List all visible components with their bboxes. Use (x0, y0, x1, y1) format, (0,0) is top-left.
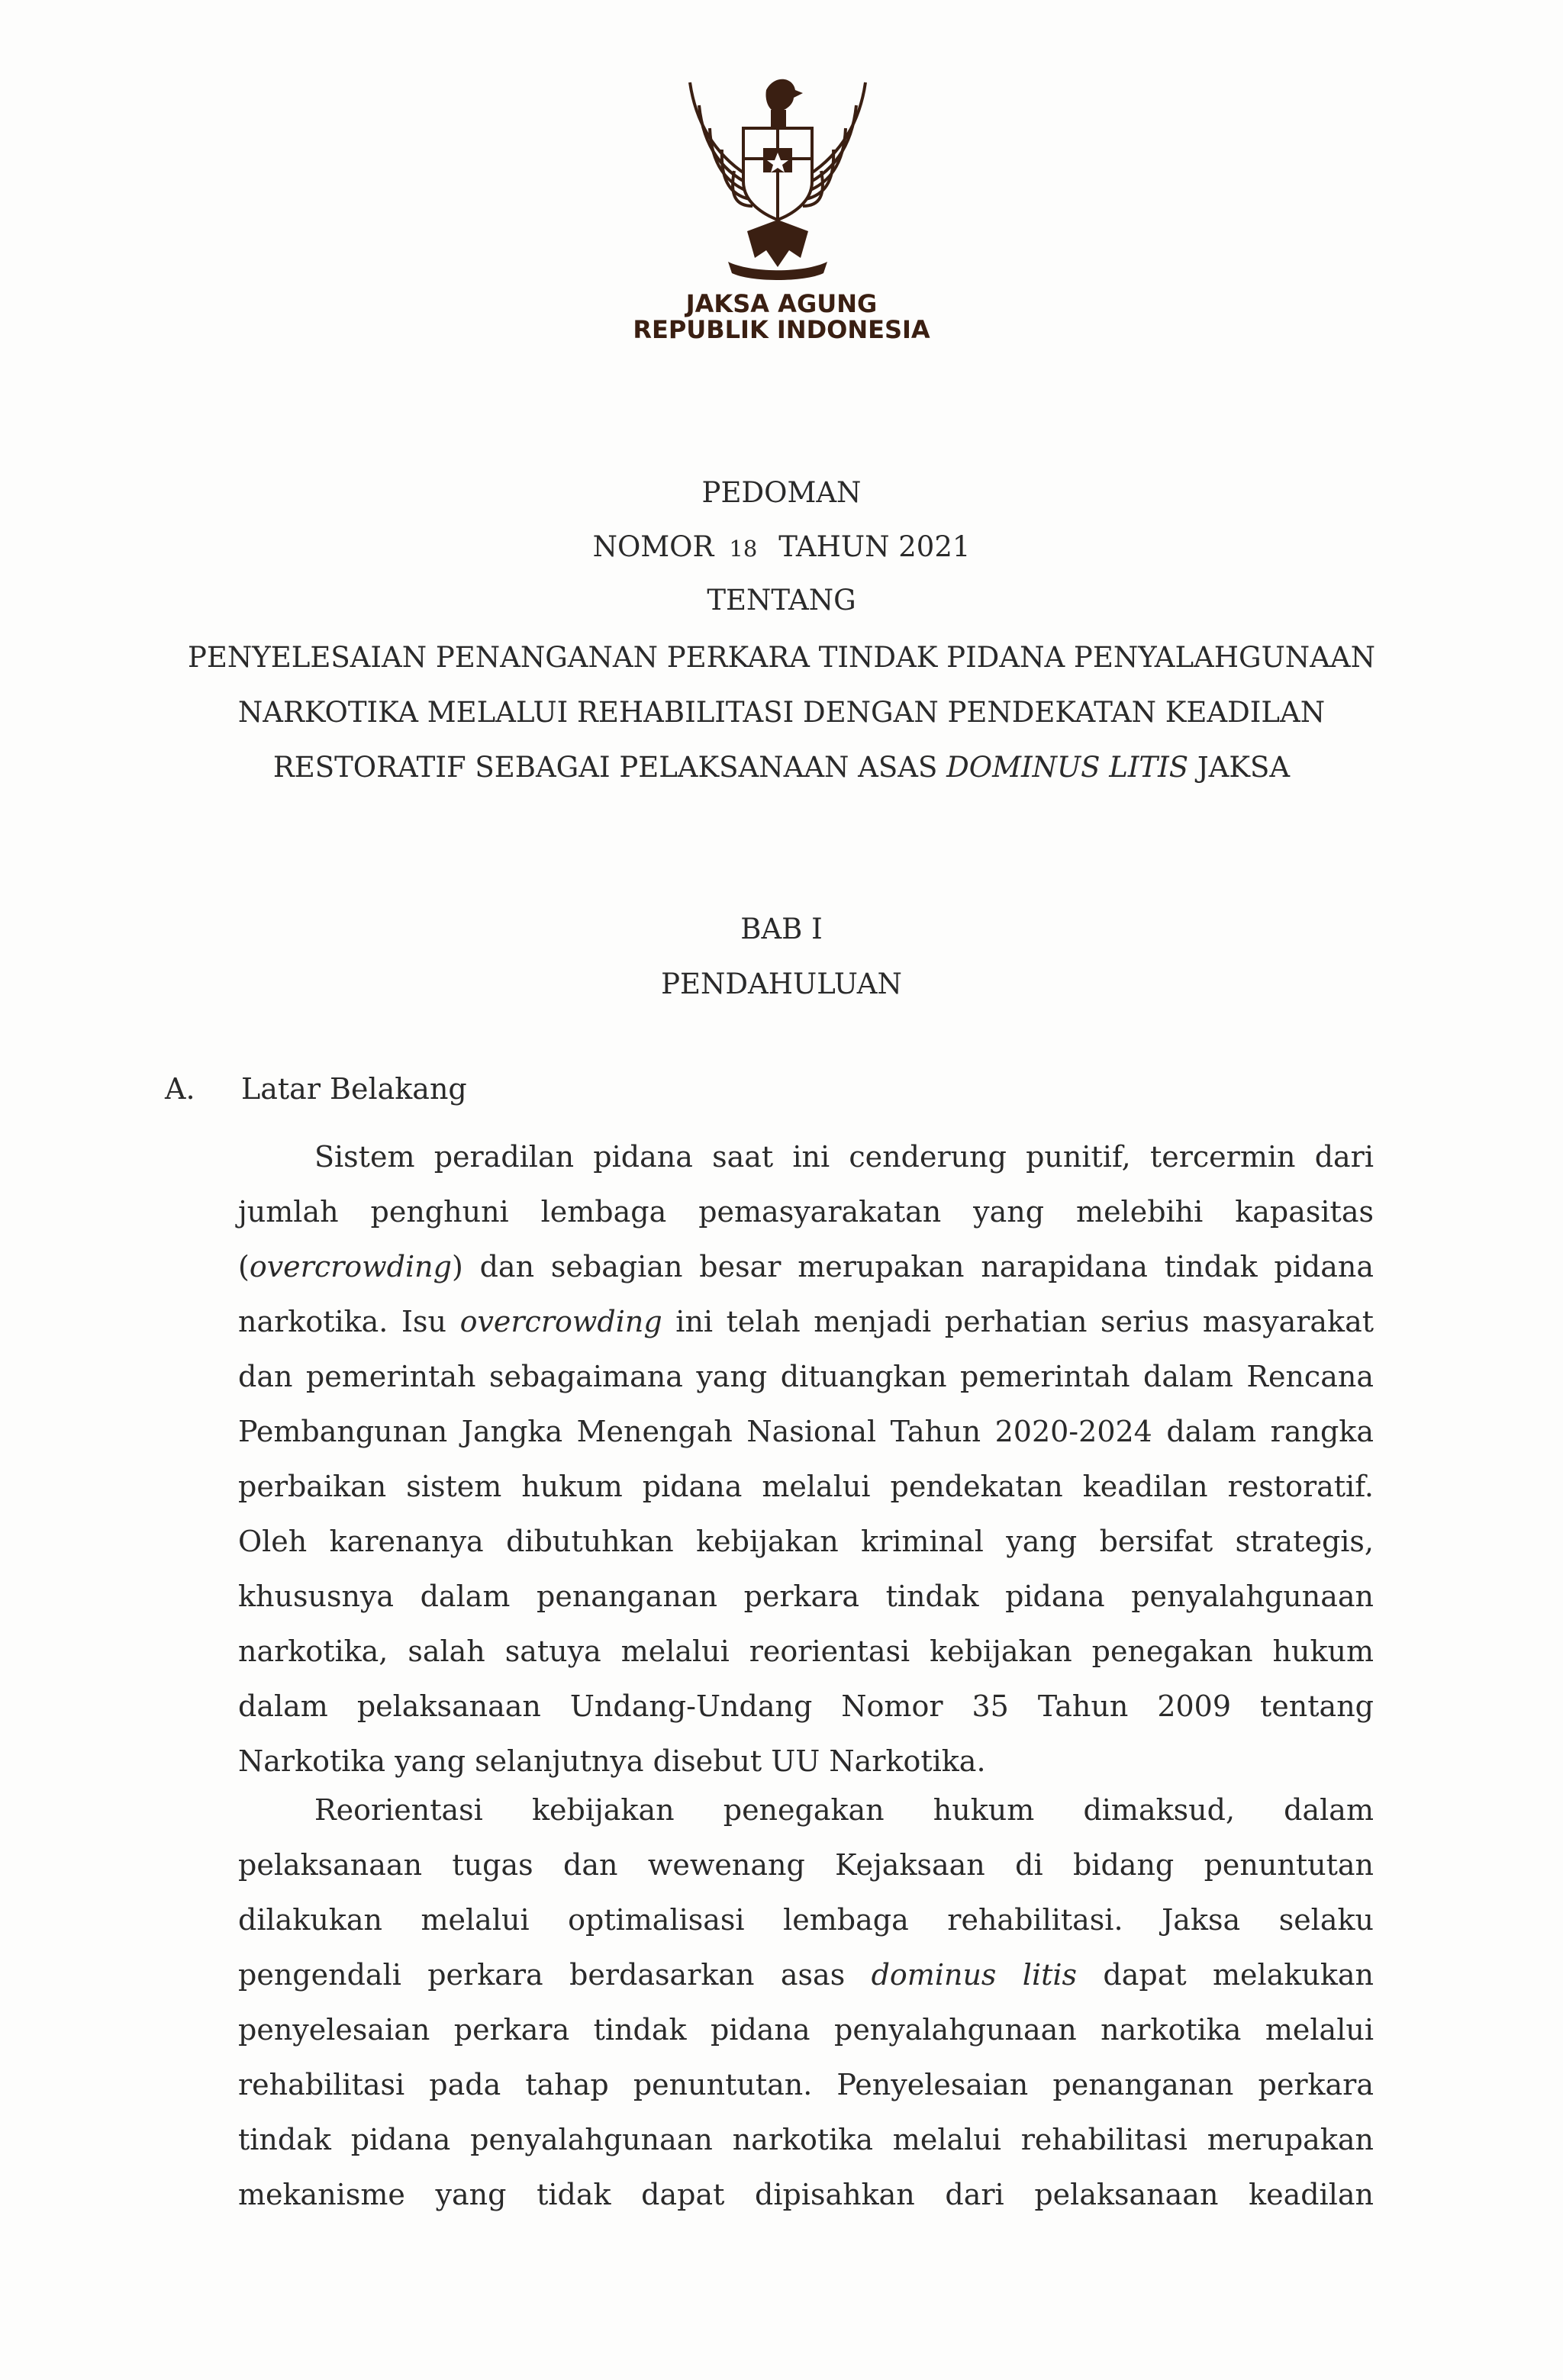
document-title-line3 (0, 751, 1563, 784)
section-title: Latar Belakang (241, 1072, 467, 1106)
text-run: ini telah menjadi perhatian serius masyarakat (662, 1305, 1374, 1338)
paragraph-line: Narkotika yang selanjutnya disebut UU Narkotika. (238, 1744, 986, 1778)
chapter-number: BAB I (740, 913, 823, 945)
title-line3-text: RESTORATIF SEBAGAI PELAKSANAAN ASAS (272, 751, 947, 784)
italic-term: overcrowding (459, 1305, 662, 1338)
title-line3-suffix: JAKSA (1188, 751, 1291, 784)
text-run: dapat melakukan (1077, 1958, 1374, 1992)
text-run: ( (238, 1250, 250, 1283)
tahun-label: TAHUN 2021 (778, 530, 971, 563)
paragraph-line: jumlah penghuni lembaga pemasyarakatan yang melebihi kapasitas (238, 1195, 1374, 1229)
italic-term: overcrowding (249, 1250, 452, 1283)
paragraph-line: perbaikan sistem hukum pidana melalui pendekatan keadilan restoratif. (238, 1470, 1374, 1503)
paragraph-line: pelaksanaan tugas dan wewenang Kejaksaan di bidang penuntutan (238, 1848, 1374, 1882)
chapter-title: PENDAHULUAN (661, 968, 902, 1000)
paragraph-line: mekanisme yang tidak dapat dipisahkan dari pelaksanaan keadilan (238, 2178, 1374, 2211)
document-type: PEDOMAN (701, 476, 862, 509)
paragraph-line (238, 1294, 1374, 1349)
paragraph-1 (238, 1129, 1374, 1789)
text-run: ) dan sebagian besar merupakan narapidana tindak pidana (451, 1250, 1374, 1283)
text-run: narkotika. Isu (238, 1305, 460, 1338)
document-number-line (0, 530, 1563, 565)
paragraph-line (238, 1947, 1374, 2002)
paragraph-line (238, 1239, 1374, 1294)
paragraph-line: dilakukan melalui optimalisasi lembaga rehabilitasi. Jaksa selaku (238, 1903, 1374, 1937)
title-line3-italic: DOMINUS LITIS (946, 751, 1189, 784)
paragraph-2 (238, 1783, 1374, 2222)
paragraph-line: dalam pelaksanaan Undang-Undang Nomor 35 Tahun 2009 tentang (238, 1689, 1374, 1723)
document-title-line2: NARKOTIKA MELALUI REHABILITASI DENGAN PENDEKATAN KEADILAN (237, 696, 1326, 729)
paragraph-line: penyelesaian perkara tindak pidana penyalahgunaan narkotika melalui (238, 2013, 1374, 2047)
italic-term: dominus litis (871, 1958, 1078, 1992)
paragraph-line: Reorientasi kebijakan penegakan hukum dimaksud, dalam (314, 1793, 1374, 1827)
paragraph-line: narkotika, salah satuya melalui reorientasi kebijakan penegakan hukum (238, 1634, 1374, 1668)
text-run: pengendali perkara berdasarkan asas (238, 1958, 872, 1992)
document-title-line1: PENYELESAIAN PENANGANAN PERKARA TINDAK PIDANA PENYALAHGUNAAN (188, 641, 1375, 674)
nomor-label: NOMOR (592, 530, 714, 563)
tentang-label: TENTANG (707, 584, 856, 617)
paragraph-line: dan pemerintah sebagaimana yang dituangkan pemerintah dalam Rencana (238, 1360, 1374, 1393)
paragraph-line: rehabilitasi pada tahap penuntutan. Penyelesaian penanganan perkara (238, 2068, 1374, 2101)
paragraph-line: Sistem peradilan pidana saat ini cenderung punitif, tercermin dari (314, 1140, 1374, 1174)
section-letter: A. (165, 1072, 195, 1106)
nomor-value: 18 (729, 536, 758, 562)
paragraph-line: Oleh karenanya dibutuhkan kebijakan kriminal yang bersifat strategis, (238, 1525, 1374, 1558)
issuer-title: JAKSA AGUNG (685, 289, 878, 318)
garuda-emblem-icon (667, 67, 888, 288)
paragraph-line: khususnya dalam penanganan perkara tindak pidana penyalahgunaan (238, 1580, 1374, 1613)
issuer-country: REPUBLIK INDONESIA (633, 315, 930, 344)
paragraph-line: tindak pidana penyalahgunaan narkotika melalui rehabilitasi merupakan (238, 2123, 1374, 2156)
paragraph-line: Pembangunan Jangka Menengah Nasional Tahun 2020-2024 dalam rangka (238, 1415, 1374, 1448)
